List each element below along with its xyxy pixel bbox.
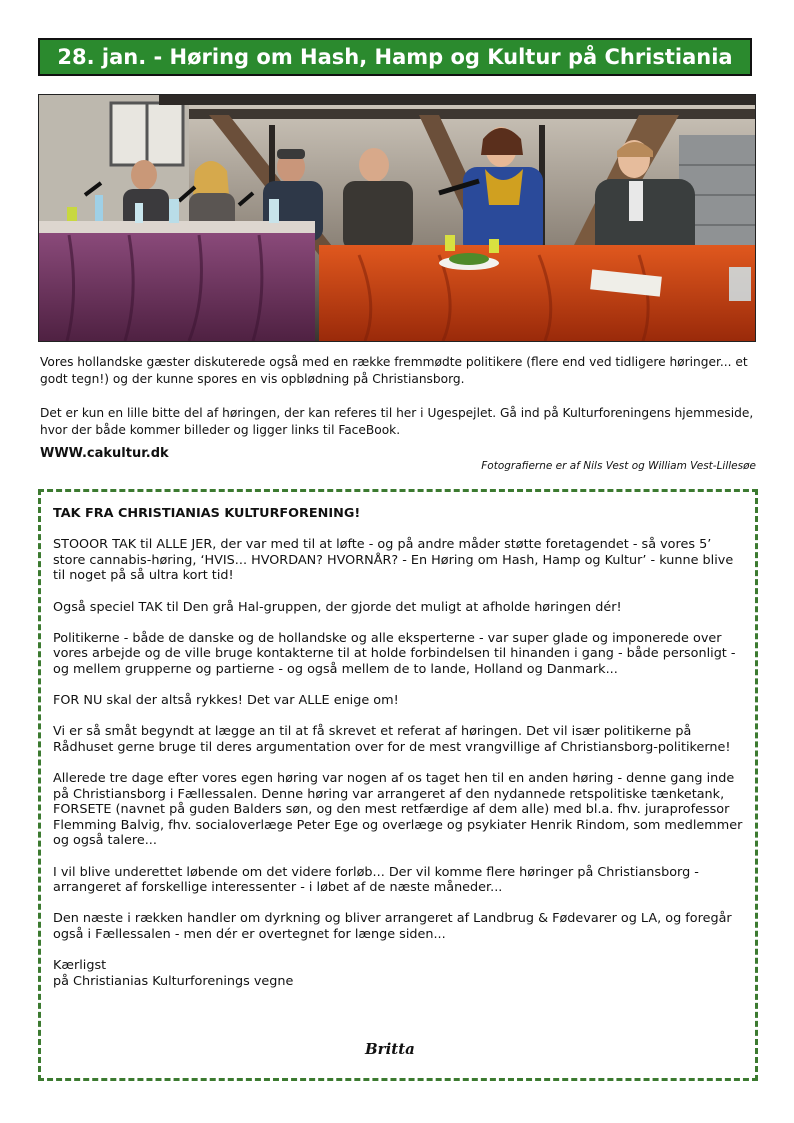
letter-paragraph: Også speciel TAK til Den grå Hal-gruppen, der gjorde det muligt at afholde høringen dér! xyxy=(53,599,622,615)
letter-paragraph: STOOOR TAK til ALLE JER, der var med til at løfte - og på andre måder støtte foretagendet - så vores 5’ store cannabis-høring, ‘HVIS... HVORDAN? HVORNÅR? - En Høring om Hash, Hamp og Kultur’ - kunne blive til noget på så ultra kort tid! xyxy=(53,537,734,584)
thank-you-letter-box xyxy=(38,489,758,1081)
letter-paragraph: Vi er så småt begyndt at lægge an til at få skrevet et referat af høringen. Det vil især politikerne på Rådhuset gerne bruge til deres argumentation over for de mest vrangvillige af Christiansborg-politikerne! xyxy=(53,724,731,755)
website-link[interactable]: WWW.cakultur.dk xyxy=(40,446,169,461)
page-title: 28. jan. - Høring om Hash, Hamp og Kultur på Christiania xyxy=(38,38,752,76)
letter-paragraph: Politikerne - både de danske og de hollandske og alle eksperterne - var super glade og imponerede over vores arbejde og de ville bruge kontakterne til at holde forbindelsen til hinanden i gang - både personligt - og mellem grupperne og partierne - og også mellem de to lande, Holland og Danmark... xyxy=(53,630,736,677)
closing-greeting: Kærligst xyxy=(53,958,107,974)
letter-paragraph: Den næste i rækken handler om dyrkning og bliver arrangeret af Landbrug & Fødevarer og LA, og foregår også i Fællessalen - men dér er overtegnet for længe siden... xyxy=(53,911,732,943)
caption-paragraph: Vores hollandske gæster diskuterede også med en række fremmødte politikere (flere end ved tidligere høringer... et godt tegn!) og der kunne spores en vis opblødning på Christiansborg. xyxy=(40,355,748,386)
signature: Britta xyxy=(365,1040,415,1058)
closing-affiliation: på Christianias Kulturforenings vegne xyxy=(53,973,294,989)
caption-paragraph: Det er kun en lille bitte del af høringen, der kan referes til her i Ugespejlet. Gå ind på Kulturforeningens hjemmeside, hvor der både kommer billeder og ligger links til FaceBook. xyxy=(40,406,754,437)
letter-paragraph: FOR NU skal der altså rykkes! Det var ALLE enige om! xyxy=(53,693,399,709)
letter-body xyxy=(53,506,743,989)
photo-credit: Fotografierne er af Nils Vest og William Vest-Lillesøe xyxy=(481,460,756,472)
letter-paragraph: I vil blive underettet løbende om det videre forløb... Der vil komme flere høringer på Christiansborg - arrangeret af forskellige interessenter - i løbet af de næste måneder... xyxy=(53,864,699,896)
photo-caption xyxy=(40,354,760,456)
letter-paragraph: Allerede tre dage efter vores egen høring var nogen af os taget hen til en anden høring - denne gang inde på Christiansborg i Fællessalen. Denne høring var arrangeret af den nydannede retspolitiske tænketank, FORSETE (navnet på guden Balders søn, og den mest retfærdige af dem alle) med bl.a. fhv. juraprofessor Flemming Balvig, fhv. socialoverlæge Peter Ege og overlæge og psykiater Henrik Rindom, som medlemmer og også talere... xyxy=(53,771,743,849)
panel-photo xyxy=(38,94,756,342)
letter-heading: TAK FRA CHRISTIANIAS KULTURFORENING! xyxy=(53,506,361,521)
